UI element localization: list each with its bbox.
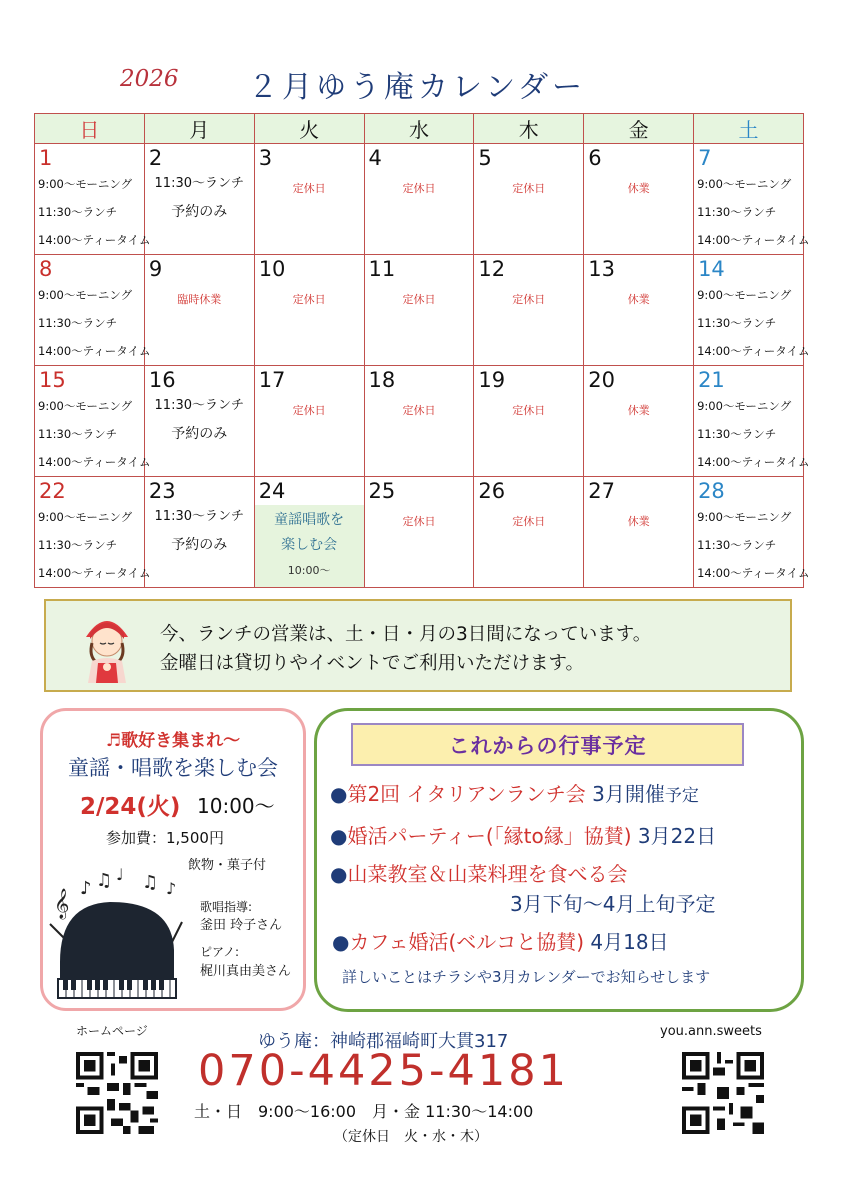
closed-label: 定休日 — [292, 182, 326, 195]
weekday-wed: 水 — [364, 114, 474, 144]
hours-line: 14:00～ティータイム — [697, 455, 810, 469]
day-cell — [474, 255, 584, 366]
notice-text — [160, 620, 651, 678]
day-cell — [254, 144, 364, 255]
hours-line: 11:30～ランチ — [38, 316, 118, 330]
day-number: 19 — [478, 368, 506, 392]
address: ゆう庵：神崎郡福崎町大貫317 — [258, 1031, 509, 1052]
event-name: 第2回 イタリアンランチ会 — [347, 782, 586, 806]
day-cell — [584, 477, 694, 588]
calendar-title: ２月ゆう庵カレンダー — [248, 70, 587, 105]
day-cell — [144, 366, 254, 477]
lunch-line: 11:30～ランチ — [154, 176, 244, 191]
reservation-line: 予約のみ — [171, 204, 228, 220]
day-number: 3 — [258, 146, 273, 170]
day-number: 25 — [368, 479, 396, 503]
day-cell — [474, 477, 584, 588]
weekday-thu: 木 — [474, 114, 584, 144]
event-item — [330, 858, 627, 887]
day-number: 28 — [698, 479, 725, 503]
weekday-sun: 日 — [35, 114, 145, 144]
day-number: 18 — [368, 368, 396, 392]
piano-label: ピアノ: — [200, 945, 240, 959]
singer-name: 釜田 玲子さん — [200, 918, 283, 933]
day-cell — [254, 255, 364, 366]
hours-line: 11:30～ランチ — [697, 205, 777, 219]
closed-label: 休業 — [627, 515, 650, 528]
day-number: 21 — [698, 368, 725, 392]
day-cell — [254, 366, 364, 477]
weekday-header-row — [35, 114, 804, 144]
svg-text:♪: ♪ — [80, 878, 92, 899]
day-cell — [364, 477, 474, 588]
closed-label: 定休日 — [402, 404, 436, 417]
closed-label: 定休日 — [402, 182, 436, 195]
notice-line: 今、ランチの営業は、土・日・月の3日間になっています。 — [160, 624, 652, 645]
day-cell — [35, 477, 151, 588]
event-item — [330, 820, 716, 849]
event-name: 婚活パーティー(「縁to縁」協賛) — [347, 824, 632, 848]
day-number: 14 — [698, 257, 725, 281]
day-cell — [144, 255, 254, 366]
closed-label: 定休日 — [512, 404, 546, 417]
closed-label: 定休日 — [512, 293, 546, 306]
weekday-fri: 金 — [584, 114, 694, 144]
regular-holidays: （定休日 火・水・木） — [334, 1129, 488, 1145]
closed-label: 定休日 — [402, 293, 436, 306]
business-hours: 土・日 9:00～16:00 月・金 11:30～14:00 — [194, 1102, 534, 1121]
hours-line: 14:00～ティータイム — [697, 233, 810, 247]
hours-line: 11:30～ランチ — [697, 316, 777, 330]
day-cell — [364, 366, 474, 477]
year-label: 2026 — [120, 66, 179, 92]
bullet-icon: ● — [330, 824, 348, 848]
day-number: 2 — [148, 146, 163, 170]
events-note: 詳しいことはチラシや3月カレンダーでお知らせします — [342, 968, 711, 986]
events-title: これからの行事予定 — [448, 734, 647, 758]
hours-line: 11:30～ランチ — [38, 205, 118, 219]
hours-line: 9:00～モーニング — [697, 399, 792, 413]
event-date: 3月開催 — [592, 782, 665, 806]
day-cell — [144, 144, 254, 255]
hours-line: 14:00～ティータイム — [38, 566, 151, 580]
day-number: 16 — [148, 368, 176, 392]
calendar-week — [35, 366, 804, 477]
hours-line: 9:00～モーニング — [697, 510, 792, 524]
reservation-line: 予約のみ — [171, 426, 228, 442]
day-number: 11 — [368, 257, 396, 281]
closed-label: 定休日 — [512, 182, 546, 195]
day-cell — [35, 255, 151, 366]
concert-heading: ♬歌好き集まれ～ — [105, 731, 241, 751]
day-cell — [144, 477, 254, 588]
homepage-qr-code-icon[interactable] — [76, 1050, 158, 1136]
day-number: 6 — [588, 146, 602, 170]
closed-label: 休業 — [627, 182, 650, 195]
bullet-icon: ● — [330, 862, 348, 886]
hours-line: 11:30～ランチ — [38, 427, 118, 441]
homepage-label: ホームページ — [76, 1024, 148, 1038]
day-number: 4 — [368, 146, 382, 170]
concert-date: 2/24(火) — [80, 794, 181, 820]
day-cell — [694, 255, 810, 366]
closed-label: 休業 — [627, 404, 650, 417]
lunch-line: 11:30～ランチ — [154, 509, 244, 524]
hours-line: 11:30～ランチ — [38, 538, 118, 552]
day-cell — [474, 366, 584, 477]
calendar-week — [35, 477, 804, 588]
event-item — [330, 778, 699, 807]
day-number: 27 — [588, 479, 615, 503]
closed-label: 定休日 — [292, 293, 326, 306]
calendar-grid — [34, 113, 810, 588]
day-number: 15 — [39, 368, 66, 392]
weekday-mon: 月 — [144, 114, 254, 144]
piano-name: 梶川真由美さん — [200, 964, 292, 979]
grand-piano-icon — [46, 862, 196, 1002]
day-cell — [694, 477, 810, 588]
closed-label: 定休日 — [402, 515, 436, 528]
day-cell — [584, 144, 694, 255]
event-date: 3月22日 — [637, 824, 717, 848]
hours-line: 14:00～ティータイム — [38, 455, 151, 469]
calendar-week — [35, 144, 804, 255]
event-date-line — [510, 888, 715, 917]
sns-account-label: you.ann.sweets — [660, 1024, 762, 1039]
day-number: 1 — [39, 146, 53, 170]
hours-line: 14:00～ティータイム — [697, 344, 810, 358]
day-cell — [694, 366, 810, 477]
day-cell — [694, 144, 810, 255]
day-number: 26 — [478, 479, 506, 503]
day-cell — [35, 366, 151, 477]
event-highlight — [255, 505, 364, 587]
notice-line: 金曜日は貸切りやイベントでご利用いただけます。 — [160, 653, 585, 674]
event-date: 4月18日 — [590, 930, 669, 954]
hours-line: 9:00～モーニング — [38, 510, 133, 524]
calendar-week — [35, 255, 804, 366]
day-cell-event — [254, 477, 364, 588]
day-cell — [474, 144, 584, 255]
svg-text:♩: ♩ — [116, 865, 124, 884]
day-number: 17 — [258, 368, 286, 392]
weekday-sat: 土 — [694, 114, 804, 144]
bullet-icon: ● — [332, 930, 350, 954]
bullet-icon: ● — [330, 782, 348, 806]
day-number: 12 — [478, 257, 506, 281]
hours-line: 14:00～ティータイム — [38, 233, 151, 247]
event-line: 楽しむ会 — [281, 537, 338, 553]
concert-time: 10:00～ — [197, 794, 275, 818]
day-number: 10 — [258, 257, 286, 281]
concert-fee: 参加費：1,500円 — [106, 829, 224, 847]
hours-line: 9:00～モーニング — [38, 399, 133, 413]
hours-line: 11:30～ランチ — [697, 427, 777, 441]
day-number: 24 — [258, 479, 286, 503]
event-item — [332, 926, 669, 955]
hours-line: 14:00～ティータイム — [38, 344, 151, 358]
weekday-tue: 火 — [254, 114, 364, 144]
lunch-line: 11:30～ランチ — [154, 398, 244, 413]
closed-label: 定休日 — [292, 404, 326, 417]
concert-title: 童謡・唱歌を楽しむ会 — [68, 756, 278, 780]
closed-label: 定休日 — [512, 515, 546, 528]
event-line: 童謡唱歌を — [274, 512, 345, 528]
event-name: カフェ婚活(ベルコと協賛) — [349, 930, 585, 954]
hours-line: 9:00～モーニング — [38, 177, 133, 191]
day-number: 7 — [698, 146, 712, 170]
day-number: 13 — [588, 257, 615, 281]
closed-label: 休業 — [627, 293, 650, 306]
svg-text:♫: ♫ — [96, 870, 113, 891]
reservation-line: 予約のみ — [171, 537, 228, 553]
event-date: 3月下旬～4月上旬予定 — [510, 892, 716, 916]
day-cell — [364, 255, 474, 366]
day-number: 23 — [148, 479, 176, 503]
singer-label: 歌唱指導: — [200, 900, 253, 914]
day-number: 5 — [478, 146, 492, 170]
day-number: 22 — [39, 479, 66, 503]
event-suffix: 予定 — [664, 786, 699, 806]
sns-qr-code-icon[interactable] — [682, 1050, 764, 1136]
svg-text:𝄞: 𝄞 — [54, 889, 70, 919]
day-cell — [35, 144, 151, 255]
day-number: 9 — [148, 257, 163, 281]
waitress-icon — [76, 603, 138, 685]
hours-line: 9:00～モーニング — [697, 177, 792, 191]
day-number: 8 — [39, 257, 53, 281]
event-name: 山菜教室＆山菜料理を食べる会 — [347, 862, 628, 886]
day-number: 20 — [588, 368, 615, 392]
day-cell — [584, 366, 694, 477]
svg-text:♫: ♫ — [142, 872, 159, 893]
hours-line: 9:00～モーニング — [38, 288, 133, 302]
concert-drink: 飲物・菓子付 — [188, 858, 267, 873]
day-cell — [584, 255, 694, 366]
closed-label: 臨時休業 — [177, 293, 222, 306]
hours-line: 14:00～ティータイム — [697, 566, 810, 580]
day-cell — [364, 144, 474, 255]
svg-text:♪: ♪ — [166, 879, 177, 898]
hours-line: 9:00～モーニング — [697, 288, 792, 302]
hours-line: 11:30～ランチ — [697, 538, 777, 552]
phone-number[interactable]: 070-4425-4181 — [198, 1046, 569, 1096]
event-time: 10:00～ — [287, 564, 331, 577]
